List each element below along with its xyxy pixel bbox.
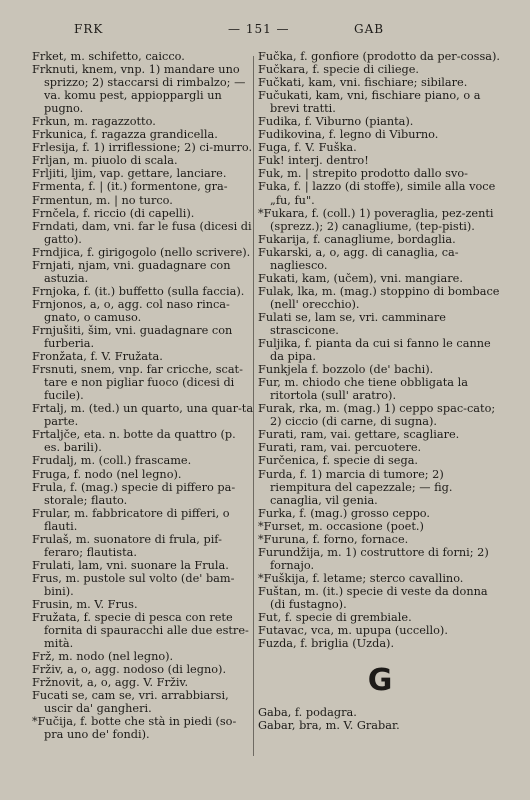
dictionary-entry: Fružata, f. specie di pesca con rete fornita di spauracchi alle due estre-mità. (32, 611, 249, 651)
dictionary-entry: Frula, f. (mag.) specie di piffero pa-storale; flauto. (32, 480, 236, 507)
dictionary-entry: Funkjela f. bozzolo (de' bachi). (258, 363, 434, 377)
dictionary-entry: Fukarski, a, o, agg. di canaglia, ca-nagliesco. (258, 245, 459, 272)
dictionary-entry: *Furuna, f. forno, fornace. (258, 532, 409, 546)
dictionary-entry: Fučkati, kam, vni. fischiare; sibilare. (258, 76, 468, 90)
dictionary-entry: Furka, f. (mag.) grosso ceppo. (258, 506, 431, 520)
dictionary-entry: Furda, f. 1) marcia di tumore; 2) riempitura del capezzale; — fig. canaglia, vil genia. (258, 467, 453, 507)
running-head-right: GAB (354, 22, 385, 36)
dictionary-entry: Fukarija, f. canagliume, bordaglia. (258, 232, 456, 246)
dictionary-entry: Fudika, f. Viburno (pianta). (258, 115, 414, 129)
dictionary-entry: Frular, m. fabbricatore di pifferi, o flauti. (32, 506, 230, 533)
dictionary-entry: Fut, f. specie di grembiale. (258, 611, 412, 625)
dictionary-entry: Furati, ram, vai. gettare, scagliare. (258, 428, 460, 442)
dictionary-entry: Frtaljče, eta. n. botte da quattro (p. es. barili). (32, 428, 236, 455)
dictionary-entry: Fruga, f. nodo (nel legno). (32, 467, 182, 481)
dictionary-entry: *Fukara, f. (coll.) 1) poveraglia, pez-zenti (sprezz.); 2) canagliume, (tep-pisti). (258, 206, 494, 233)
dictionary-entry: Furak, rka, m. (mag.) 1) ceppo spac-cato; 2) ciccio (di carne, di sugna). (258, 402, 496, 429)
dictionary-entry: Frlesija, f. 1) irriflessione; 2) ci-murro. (32, 141, 253, 155)
dictionary-entry: Fucati se, cam se, vri. arrabbiarsi, uscir da' gangheri. (32, 689, 229, 716)
running-head-left: FRK (74, 22, 104, 36)
dictionary-entry: Fučkara, f. specie di ciliege. (258, 63, 420, 77)
dictionary-entry: Fuštan, m. (it.) specie di veste da donna (di fustagno). (258, 584, 488, 611)
dictionary-entry: Frulaš, m. suonatore di frula, pif-feraro; flautista. (32, 532, 222, 559)
column-divider (253, 56, 254, 756)
dictionary-entry: Frnjušiti, šim, vni. guadagnare con furberia. (32, 323, 233, 351)
dictionary-entry: Fuga, f. V. Fuška. (258, 141, 357, 155)
dictionary-entry: Frmenta, f. | (it.) formentone, gra- (32, 180, 228, 194)
dictionary-entry: Frtalj, m. (ted.) un quarto, una quar-ta parte. (32, 402, 254, 429)
dictionary-entry: Frulati, lam, vni. suonare la Frula. (32, 558, 229, 572)
dictionary-entry: Frudalj, m. (coll.) frascame. (32, 454, 192, 468)
dictionary-entry: Furati, ram, vai. percuotere. (258, 441, 422, 455)
dictionary-entry: Frnčela, f. riccio (di capelli). (32, 206, 195, 220)
dictionary-entry: Fulati se, lam se, vri. camminare strascicone. (258, 310, 446, 337)
dictionary-entry: Fuzda, f. briglia (Uzda). (258, 637, 395, 651)
dictionary-entry: Frus, m. pustole sul volto (de' bam-bini). (32, 571, 235, 598)
dictionary-entry: Frndati, dam, vni. far le fusa (dicesi di gatto). (32, 219, 252, 246)
dictionary-entry: Frmentun, m. | no turco. (32, 193, 173, 207)
dictionary-entry: Frž, m. nodo (nel legno). (32, 650, 174, 664)
left-column (32, 50, 254, 741)
dictionary-entry: Fuk! interj. dentro! (258, 154, 369, 168)
dictionary-entry: Fudikovina, f. legno di Viburno. (258, 128, 439, 142)
dictionary-entry: Fur, m. chiodo che tiene obbligata la ritortola (sull' aratro). (258, 376, 468, 403)
dictionary-entry: Fuljika, f. pianta da cui si fanno le canne da pipa. (258, 337, 491, 364)
dictionary-entry: Fuk, m. | strepito prodotto dallo svo- (258, 167, 468, 181)
dictionary-entry: Frknuti, knem, vnp. 1) mandare uno sprizzo; 2) staccarsi di rimbalzo; — va. komu pest, appioppargli un pugno. (32, 63, 246, 116)
dictionary-entry: Frsnuti, snem, vnp. far cricche, scat-tare e non pigliar fuoco (dicesi di fucile). (32, 363, 243, 403)
dictionary-entry: Frusin, m. V. Frus. (32, 597, 138, 611)
dictionary-entry: Frnjoka, f. (it.) buffetto (sulla faccia). (32, 284, 245, 298)
dictionary-entry: Frkunica, f. ragazza grandicella. (32, 128, 218, 142)
dictionary-entry: *Fuškija, f. letame; sterco cavallino. (258, 571, 464, 585)
right-column (258, 50, 502, 732)
dictionary-entry: Fronžata, f. V. Fružata. (32, 350, 163, 364)
dictionary-entry: Frživ, a, o, agg. nodoso (di legno). (32, 663, 227, 677)
dictionary-entry: Fučka, f. gonfiore (prodotto da per-cossa). (258, 50, 500, 63)
dictionary-entry: Frljiti, ljim, vap. gettare, lanciare. (32, 167, 227, 181)
dictionary-entry: Fukati, kam, (učem), vni. mangiare. (258, 271, 463, 285)
dictionary-entry: Fulak, lka, m. (mag.) stoppino di bombace (nell' orecchio). (258, 284, 500, 311)
dictionary-entry: *Fučija, f. botte che stà in piedi (so-pra uno de' fondi). (32, 715, 237, 742)
dictionary-entry: Frnjonos, a, o, agg. col naso rinca-gnato, o camuso. (32, 297, 230, 324)
dictionary-entry: *Furset, m. occasione (poet.) (258, 519, 424, 533)
section-letter: G (367, 663, 393, 699)
dictionary-entry: Fržnovit, a, o, agg. V. Frživ. (32, 676, 189, 690)
dictionary-entry: Frnjati, njam, vni. guadagnare con astuzia. (32, 258, 231, 285)
dictionary-entry: Frndjica, f. girigogolo (nello scrivere). (32, 245, 251, 259)
dictionary-entry: Gaba, f. podagra. (258, 706, 357, 720)
dictionary-entry: Gabar, bra, m. V. Grabar. (258, 719, 400, 733)
dictionary-entry: Furundžija, m. 1) costruttore di forni; 2) fornajo. (258, 545, 489, 572)
page-number: — 151 — (228, 22, 290, 36)
dictionary-entry: Fuka, f. | lazzo (di stoffe), simile alla voce „fu, fu". (258, 180, 496, 207)
dictionary-entry: Fučukati, kam, vni, fischiare piano, o a brevi tratti. (258, 89, 481, 116)
dictionary-entry: Furčenica, f. specie di sega. (258, 454, 419, 468)
dictionary-entry: Frkun, m. ragazzotto. (32, 115, 156, 129)
dictionary-entry: Futavac, vca, m. upupa (uccello). (258, 624, 448, 638)
dictionary-entry: Frket, m. schifetto, caicco. (32, 50, 185, 63)
dictionary-entry: Frljan, m. piuolo di scala. (32, 154, 178, 168)
